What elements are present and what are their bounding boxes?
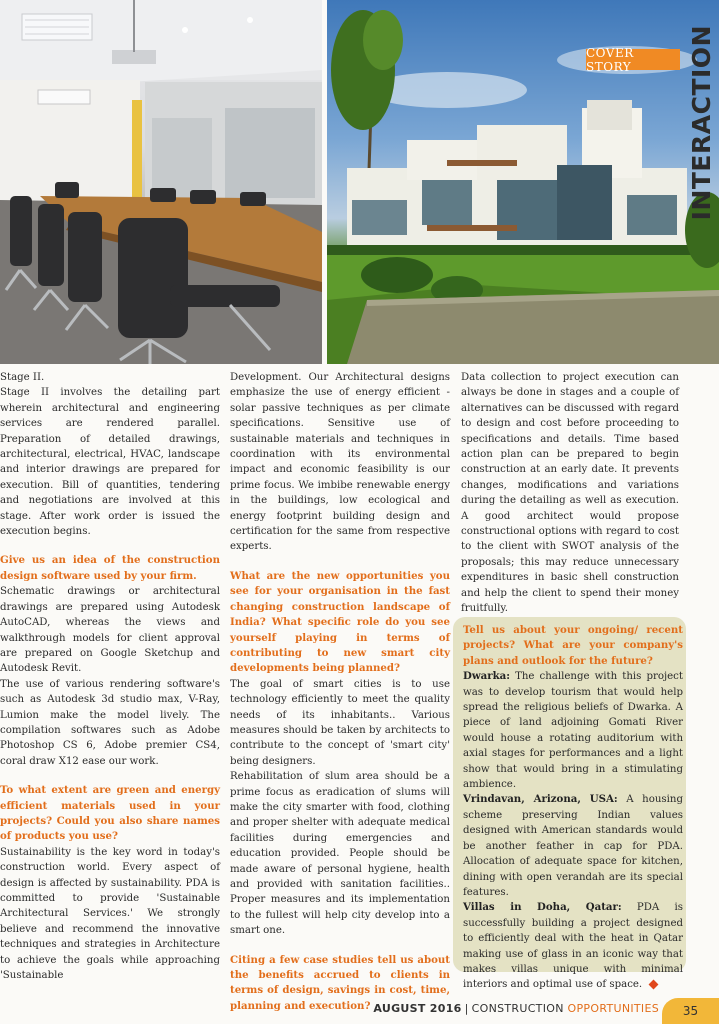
footer-text [373,1002,659,1015]
question-heading: What are the new opportunities you see for your organisation in the fast changing construction landscape of India? What specific role do you see yourself playing in terms of contributing to new smart city developments being planned? [230,569,450,675]
question-heading: Give us an idea of the construction design software used by your firm. [0,554,220,582]
magazine-name-part1: CONSTRUCTION [471,1002,564,1015]
end-diamond-icon [649,979,659,989]
conference-room-photo [0,0,322,364]
column-3 [461,370,679,617]
paragraph: Data collection to project execution can always be done in stages and a couple of alternatives can be discussed with regard to design and cost before proceeding to specifications and details. Time based action plan can be prepared to begin construction at an early date. It prevents changes, modifications and variations during the detailing as well as execution. A good architect would propose constructional options with regard to cost to the client with SWOT analysis of the proposals; this may reduce unnecessary expenditures in basic shell construction and help the client to spend their money fruitfully. [461,372,679,615]
paragraph: Development. Our Architectural designs emphasize the use of energy efficient - solar passive techniques as per climate specifications. Sensitive use of sustainable materials and techniques in coordination with its environmental impact and economic feasibility is our prime focus. We imbibe renewable energy in the buildings, low ecological and energy footprint building design and certification for the same from respective experts. [230,372,450,553]
paragraph: Sustainability is the key word in today's construction world. Every aspect of design is affected by sustainability. PDA is committed to provide 'Sustainable Architectural Services.' We strongly believe and recommend the innovative techniques and strategies in Architecture to achieve the goals while approaching 'Sustainable [0,846,220,982]
column-2 [230,370,450,1014]
case-text: PDA is successfully building a project designed to efficiently deal with the heat in Qatar making use of glass in an iconic way that makes villas unique with minimal interiors and optimal use of space. [463,902,684,991]
cover-story-label: COVER STORY [586,49,680,70]
issue-month: AUGUST 2016 [373,1002,462,1015]
magazine-name-part2: OPPORTUNITIES [567,1002,659,1015]
page-number: 35 [662,998,719,1024]
case-study-doha [463,900,683,992]
paragraph: Rehabilitation of slum area should be a prime focus as eradication of slums will make the city smarter with food, clothing and proper shelter with adequate medical facilities during emergencies and education provided. People should be made aware of personal hygiene, health and provided with sanitation facilities.. Proper measures and its implementation to the fullest will help city develop into a smart one. [230,771,450,937]
paragraph: Stage II involves the detailing part wherein architectural and engineering services are rendered parallel. Preparation of detailed drawings, architectural, electrical, HVAC, landscape and interior drawings are prepared for execution. Bill of quantities, tendering and negotiations are involved at this stage. After work order is issued the execution begins. [0,387,220,538]
column-1 [0,370,220,983]
paragraph: Schematic drawings or architectural drawings are prepared using Autodesk AutoCAD, whereas the views and walkthrough models for client approval are prepared on Google Sketchup and Autodesk Revit. [0,586,220,675]
case-title: Villas in Doha, Qatar: [463,901,622,914]
case-title: Vrindavan, Arizona, USA: [463,793,618,806]
projects-callout-content [463,623,683,993]
page-footer [0,998,719,1024]
interaction-text: INTERACTION [686,25,716,221]
paragraph: The goal of smart cities is to use technology efficiently to meet the quality needs of its inhabitants.. Various measures should be taken by architects to contribute to the concept of 'smart city' being designers. [230,678,450,767]
conference-room-illustration [0,0,322,364]
paragraph: Stage II. [0,372,45,383]
question-heading: Tell us about your ongoing/ recent projects? What are your company's plans and outlook for the future? [463,624,683,667]
case-text: The challenge with this project was to develop tourism that would help spread the religious beliefs of Dwarka. A piece of land adjoining Gomati River would house a rotating auditorium with axial stages for performances and a light show that would bring in a stimulating ambience. [463,671,683,791]
question-heading: Citing a few case studies tell us about the benefits accrued to clients in terms of design, savings in cost, time, planning and execution? [230,953,450,1012]
case-text: A housing scheme preserving Indian values designed with American standards would be another feather in cap for PDA. Allocation of adequate space for kitchen, dining with open verandah are its special features. [463,794,683,898]
case-title: Dwarka: [463,670,510,683]
paragraph: The use of various rendering software's such as Autodesk 3d studio max, V-Ray, Lumion make the model lively. The compilation softwares such as Adobe Photoshop CS 6, Adobe premier CS4, coral draw X12 ease our work. [0,678,220,767]
interaction-side-label [684,25,718,221]
case-study-dwarka [463,669,683,792]
question-heading: To what extent are green and energy efficient materials used in your projects? Could you also share names of products you use? [0,784,220,843]
case-study-vrindavan [463,792,683,900]
footer-separator: | [464,1002,469,1015]
